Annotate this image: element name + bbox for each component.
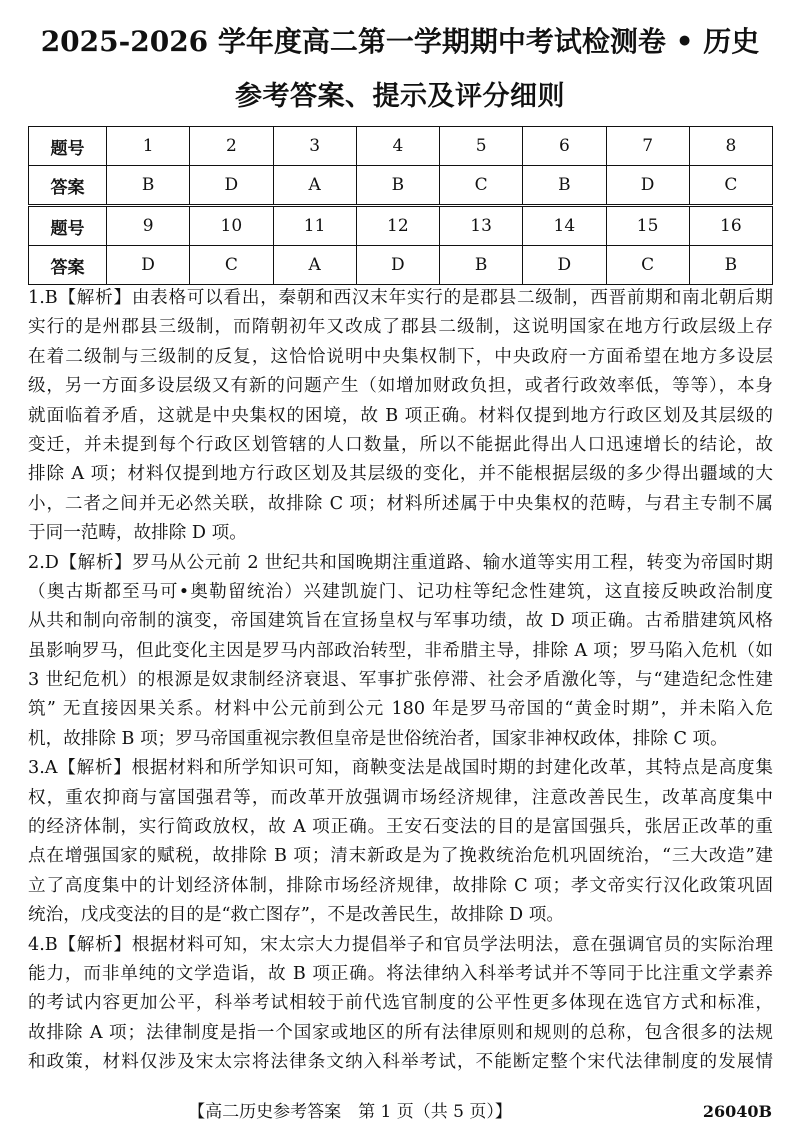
explanation-line: 和政策，材料仅涉及宋太宗将法律条文纳入科举考试，不能断定整个宋代法律制度的发展情: [28, 1052, 773, 1073]
explanation-line: 实行的是州郡县三级制，而隋朝初年又改成了郡县二级制，这说明国家在地方行政层级上存: [28, 317, 773, 338]
explanation-line: 就面临着矛盾，这就是中央集权的困境，故 B 项正确。材料仅提到地方行政区划及其层级的: [28, 405, 773, 426]
row-label-question-number: 题号: [29, 206, 107, 246]
explanation-line: 从共和制向帝制的演变，帝国建筑旨在宣扬皇权与军事功绩，故 D 项正确。古希腊建筑风格: [28, 611, 773, 632]
answer-cell: D: [356, 246, 439, 285]
explanation-line: 在着二级制与三级制的反复，这恰恰说明中央集权制下，中央政府一方面希望在地方多设层: [28, 346, 773, 367]
explanation-line: 虽影响罗马，但此变化主因是罗马内部政治转型，非希腊主导，排除 A 项；罗马陷入危机（如: [28, 640, 773, 661]
explanation-line: 变迁，并未提到每个行政区划管辖的人口数量，所以不能据此得出人口迅速增长的结论，故: [28, 434, 773, 455]
answer-table-row: [29, 127, 773, 166]
answer-table: [28, 126, 773, 285]
row-label-answer: 答案: [29, 166, 107, 206]
explanation-line: 的经济体制，实行简政放权，故 A 项正确。王安石变法的目的是富国强兵，张居正改革的重: [28, 817, 773, 838]
answer-cell: D: [190, 166, 273, 206]
answer-cell: B: [523, 166, 606, 206]
question-number-cell: 3: [273, 127, 356, 166]
explanations: [28, 284, 773, 1078]
explanation-line: 机，故排除 B 项；罗马帝国重视宗教但皇帝是世俗统治者，国家非神权政体，排除 C 项。: [28, 728, 728, 749]
answer-cell: A: [273, 246, 356, 285]
question-number-cell: 1: [107, 127, 190, 166]
answer-table-row: [29, 166, 773, 206]
document-subtitle: 参考答案、提示及评分细则: [235, 81, 565, 112]
explanation-1: [28, 284, 773, 549]
explanation-3: [28, 754, 773, 930]
explanation-line: 3 世纪危机）的根源是奴隶制经济衰退、军事扩张停滞、社会矛盾激化等，与“建造纪念性建: [28, 670, 773, 691]
explanation-2: [28, 549, 773, 755]
row-label-answer: 答案: [29, 246, 107, 285]
answer-cell: C: [190, 246, 273, 285]
question-number-cell: 15: [606, 206, 689, 246]
answer-table-row: [29, 246, 773, 285]
question-number-cell: 6: [523, 127, 606, 166]
question-number-cell: 12: [356, 206, 439, 246]
explanation-line: 故排除 A 项；法律制度是指一个国家或地区的所有法律原则和规则的总称，包含很多的法规: [28, 1022, 773, 1043]
explanation-line: 级，另一方面多设层级又有新的问题产生（如增加财政负担，或者行政效率低，等等），本身: [28, 376, 773, 397]
explanation-line: （奥古斯都至马可•奥勒留统治）兴建凯旋门、记功柱等纪念性建筑，这直接反映政治制度: [28, 581, 773, 602]
question-number-cell: 7: [606, 127, 689, 166]
explanation-line: 点在增强国家的赋税，故排除 B 项；清末新政是为了挽救统治危机巩固统治，“三大改造”建: [28, 846, 773, 867]
answer-cell: B: [107, 166, 190, 206]
document-title: 2025-2026 学年度高二第一学期期中考试检测卷 • 历史: [40, 25, 760, 58]
answer-cell: C: [440, 166, 523, 206]
explanation-line: 能力，而非单纯的文学造诣，故 B 项正确。将法律纳入科举考试并不等同于比注重文学素养: [28, 963, 773, 984]
question-number-cell: 14: [523, 206, 606, 246]
question-number-cell: 4: [356, 127, 439, 166]
answer-cell: B: [689, 246, 772, 285]
footer-page-info: 【高二历史参考答案 第 1 页（共 5 页）】: [188, 1102, 512, 1122]
explanation-line: 统治，戊戌变法的目的是“救亡图存”，不是改善民生，故排除 D 项。: [28, 905, 564, 926]
explanation-line: 3.A【解析】根据材料和所学知识可知，商鞅变法是战国时期的封建化改革，其特点是高度集: [28, 758, 773, 779]
question-number-cell: 11: [273, 206, 356, 246]
explanation-line: 1.B【解析】由表格可以看出，秦朝和西汉末年实行的是郡县二级制，西晋前期和南北朝后期: [28, 288, 773, 308]
answer-cell: A: [273, 166, 356, 206]
answer-cell: C: [689, 166, 772, 206]
question-number-cell: 9: [107, 206, 190, 246]
answer-cell: B: [440, 246, 523, 285]
row-label-question-number: 题号: [29, 127, 107, 166]
question-number-cell: 13: [440, 206, 523, 246]
explanation-line: 小，二者之间并无必然关联，故排除 C 项；材料所述属于中央集权的范畴，与君主专制不属: [28, 493, 773, 514]
footer-document-code: 26040B: [702, 1102, 772, 1121]
answer-cell: C: [606, 246, 689, 285]
explanation-line: 4.B【解析】根据材料可知，宋太宗大力提倡举子和官员学法明法，意在强调官员的实际治理: [28, 934, 773, 955]
explanation-line: 筑” 无直接因果关系。材料中公元前到公元 180 年是罗马帝国的“黄金时期”，并未陷入危: [28, 699, 773, 720]
explanation-line: 2.D【解析】罗马从公元前 2 世纪共和国晚期注重道路、输水道等实用工程，转变为帝国时期: [28, 552, 773, 573]
answer-cell: D: [107, 246, 190, 285]
question-number-cell: 5: [440, 127, 523, 166]
answer-cell: B: [356, 166, 439, 206]
question-number-cell: 10: [190, 206, 273, 246]
answer-cell: D: [523, 246, 606, 285]
question-number-cell: 8: [689, 127, 772, 166]
question-number-cell: 2: [190, 127, 273, 166]
question-number-cell: 16: [689, 206, 772, 246]
explanation-line: 权，重农抑商与富国强君等，而改革开放强调市场经济规律，注意改善民生，改革高度集中: [28, 787, 773, 808]
explanation-line: 的考试内容更加公平，科举考试相较于前代选官制度的公平性更多体现在选官方式和标准，: [28, 993, 773, 1014]
explanation-4: [28, 931, 773, 1078]
explanation-line: 于同一范畴，故排除 D 项。: [28, 523, 247, 544]
answer-cell: D: [606, 166, 689, 206]
answer-table-row: [29, 206, 773, 246]
explanation-line: 立了高度集中的计划经济体制，排除市场经济规律，故排除 C 项；孝文帝实行汉化政策巩固: [28, 875, 773, 896]
explanation-line: 排除 A 项；材料仅提到地方行政区划及其层级的变化，并不能根据层级的多少得出疆域的大: [28, 464, 773, 485]
